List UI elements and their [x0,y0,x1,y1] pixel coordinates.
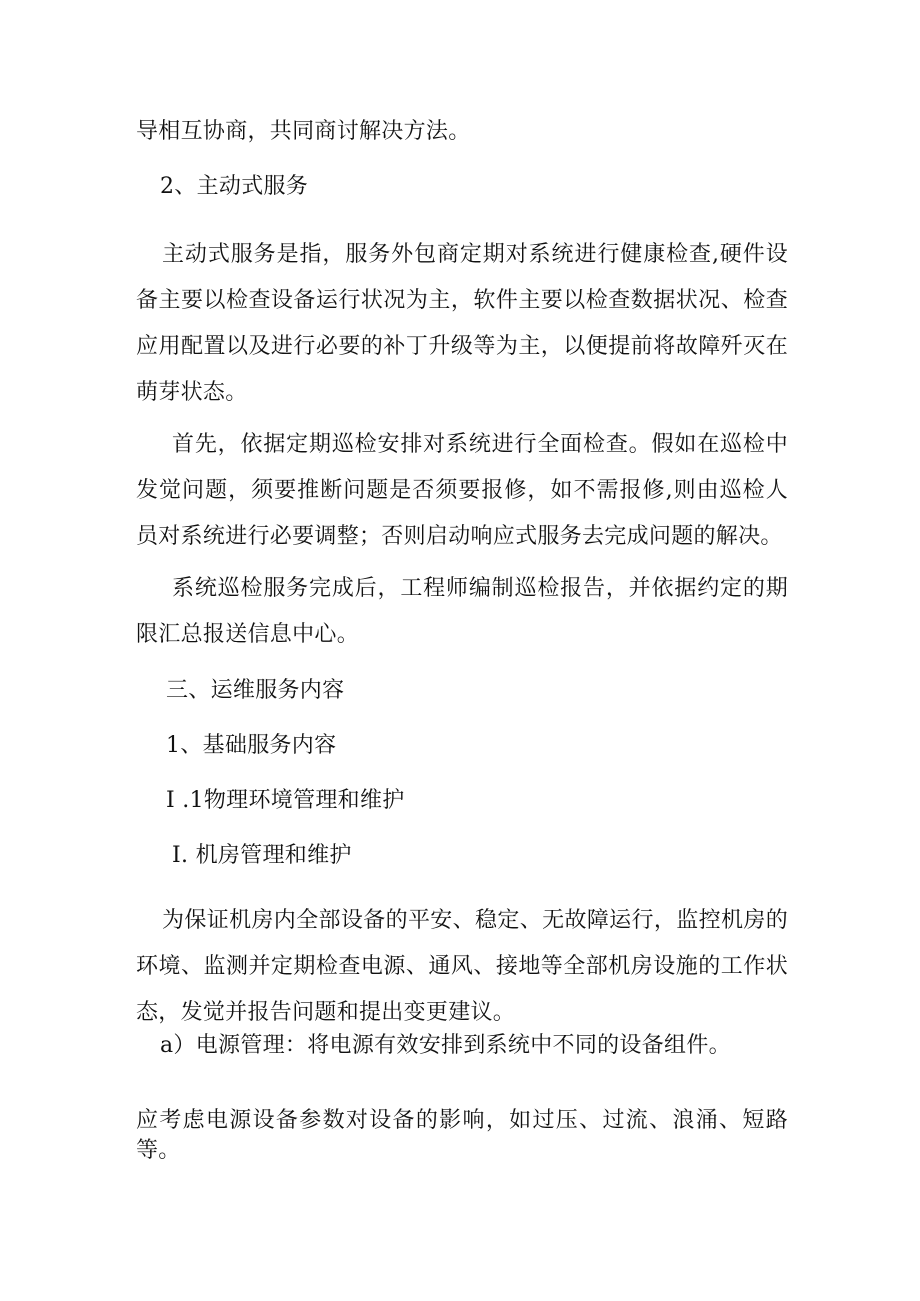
section-heading-ops-content: 三、运维服务内容 [166,678,345,703]
subsection-heading-physical-environment: I .1物理环境管理和维护 [166,788,405,813]
subsection-heading-server-room: I. 机房管理和维护 [172,843,352,868]
list-item-power-management: a）电源管理：将电源有效安排到系统中不同的设备组件。 [160,1033,731,1058]
paragraph-power-text: 应考虑电源设备参数对设备的影响，如过压、过流、浪涌、短路等。 [136,1108,788,1163]
paragraph-proactive-text: 主动式服务是指，服务外包商定期对系统进行健康检查,硬件设备主要以检查设备运行状况为主，软件主要以检查数据状况、检查应用配置以及进行必要的补丁升级等为主，以便提前将故障歼灭在萌芽状态。 [136,242,788,405]
section-heading-proactive-service: 2、主动式服务 [160,174,309,199]
subsection-heading-basic-services: 1、基础服务内容 [166,733,337,758]
paragraph-inspection-report [136,566,788,658]
paragraph-server-room-text: 为保证机房内全部设备的平安、稳定、无故障运行，监控机房的环境、监测并定期检查电源、通风、接地等全部机房设施的工作状态，发觉并报告问题和提出变更建议。 [136,908,788,1025]
paragraph-report-text: 系统巡检服务完成后，工程师编制巡检报告，并依据约定的期限汇总报送信息中心。 [136,576,788,647]
paragraph-server-room [136,898,788,1036]
paragraph-inspection-first [136,422,788,560]
paragraph-inspection-text: 首先，依据定期巡检安排对系统进行全面检查。假如在巡检中发觉问题，须要推断问题是否须要报修，如不需报修,则由巡检人员对系统进行必要调整；否则启动响应式服务去完成问题的解决。 [136,432,788,549]
continuation-text: 导相互协商，共同商讨解决方法。 [136,119,471,144]
paragraph-proactive-service [136,232,788,416]
paragraph-power-considerations [136,1106,788,1166]
